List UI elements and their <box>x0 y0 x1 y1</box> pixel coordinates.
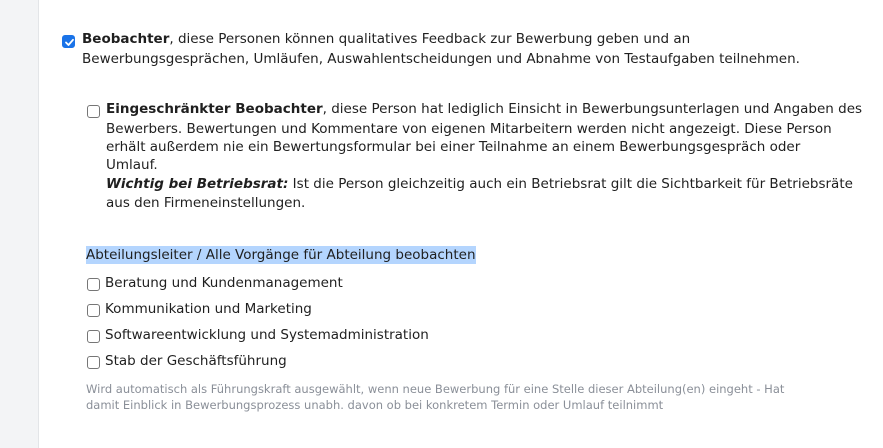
restricted-observer-text-1: , diese Person hat lediglich Einsicht in Bewerbungsunterlagen und Angaben des <box>322 101 863 117</box>
department-option-label: Beratung und Kundenmanagement <box>105 275 343 291</box>
restricted-observer-line2: Bewerbers. Bewertungen und Kommentare von eigenen Mitarbeitern werden nicht angezeigt. Diese Person <box>106 121 832 137</box>
department-option-label: Kommunikation und Marketing <box>105 301 312 317</box>
department-checkbox[interactable] <box>87 330 100 343</box>
restricted-observer-note-line2: aus den Firmeneinstellungen. <box>106 195 306 211</box>
restricted-observer-line4: Umlauf. <box>106 157 158 173</box>
department-section-title: Abteilungsleiter / Alle Vorgänge für Abteilung beobachten <box>86 247 476 263</box>
restricted-observer-line3: erhält außerdem nie ein Bewertungsformular bei einer Teilnahme an einem Bewerbungsgespräch oder <box>106 139 801 155</box>
restricted-observer-checkbox[interactable] <box>87 105 100 118</box>
works-council-note-text: Ist die Person gleichzeitig auch ein Betriebsrat gilt die Sichtbarkeit für Betriebsräte <box>288 176 853 192</box>
restricted-observer-title: Eingeschränkter Beobachter <box>106 101 323 117</box>
observer-description-line1 <box>82 30 690 48</box>
restricted-observer-note-line1 <box>106 175 853 193</box>
observer-title: Beobachter <box>82 31 170 47</box>
help-line-1: Wird automatisch als Führungskraft ausgewählt, wenn neue Bewerbung für eine Stelle dieser Abteilung(en) eingeht - Hat <box>86 382 785 396</box>
department-option-label: Softwareentwicklung und Systemadministration <box>105 327 429 343</box>
observer-text-1: , diese Personen können qualitatives Feedback zur Bewerbung geben und an <box>169 31 691 47</box>
department-checkbox[interactable] <box>87 304 100 317</box>
department-checkbox[interactable] <box>87 356 100 369</box>
observer-checkbox[interactable] <box>62 35 75 48</box>
department-help-text <box>86 381 856 413</box>
help-line-2: damit Einblick in Bewerbungsprozess unabh. davon ob bei konkretem Termin oder Umlauf teilnimmt <box>86 398 664 412</box>
department-option-label: Stab der Geschäftsführung <box>105 353 287 369</box>
observer-description-line2: Bewerbungsgesprächen, Umläufen, Auswahlentscheidungen und Abnahme von Testaufgaben teilnehmen. <box>82 51 800 67</box>
works-council-note-label: Wichtig bei Betriebsrat: <box>106 176 289 192</box>
checkmark-icon <box>64 37 75 48</box>
restricted-observer-line1 <box>106 100 862 118</box>
department-checkbox[interactable] <box>87 278 100 291</box>
